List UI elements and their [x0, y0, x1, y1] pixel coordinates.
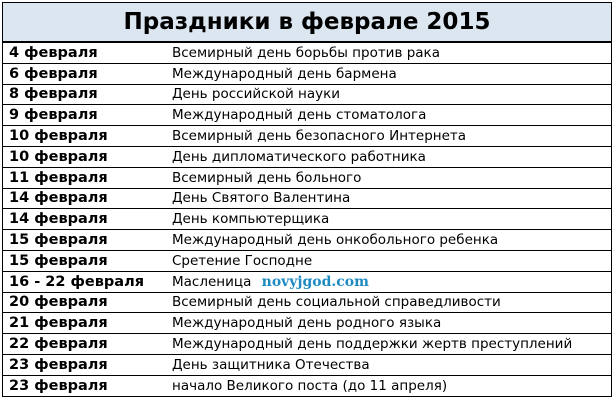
- holiday-name: День Святого Валентина: [172, 190, 351, 207]
- table-body: [3, 43, 611, 397]
- table-row: [3, 355, 611, 376]
- holiday-date: 14 февраля: [9, 211, 108, 228]
- table-row: [3, 85, 611, 106]
- holiday-date: 9 февраля: [9, 107, 98, 124]
- holiday-name: Всемирный день борьбы против рака: [172, 44, 440, 61]
- table-row: [3, 230, 611, 251]
- table-row: [3, 334, 611, 355]
- holiday-name-with-watermark: [167, 274, 611, 290]
- holiday-name: Всемирный день больного: [172, 169, 362, 186]
- table-row: [3, 251, 611, 272]
- table-row: [3, 147, 611, 168]
- holiday-date: 6 февраля: [9, 65, 98, 82]
- holiday-date: 15 февраля: [9, 252, 108, 269]
- table-row: [3, 376, 611, 397]
- table-row: [3, 168, 611, 189]
- holiday-date: 15 февраля: [9, 232, 108, 249]
- holiday-date: 11 февраля: [9, 169, 108, 186]
- holiday-date: 10 февраля: [9, 148, 108, 165]
- holiday-date: 23 февраля: [9, 378, 108, 395]
- holiday-name: Всемирный день социальной справедливости: [172, 294, 501, 311]
- table-row: [3, 64, 611, 85]
- holiday-name: Сретение Господне: [172, 252, 313, 269]
- table-row: [3, 105, 611, 126]
- table-row: [3, 43, 611, 64]
- table-row: [3, 313, 611, 334]
- holiday-name: Международный день бармена: [172, 65, 397, 82]
- holiday-table: [2, 2, 612, 397]
- holiday-name: Международный день поддержки жертв преступлений: [172, 336, 573, 353]
- holiday-date: 10 февраля: [9, 128, 108, 145]
- table-row: [3, 272, 611, 293]
- holiday-name: Международный день родного языка: [172, 315, 442, 332]
- table-row: [3, 126, 611, 147]
- holiday-name: День защитника Отечества: [172, 356, 370, 373]
- site-watermark: novyjgod.com: [261, 273, 369, 290]
- holiday-date: 4 февраля: [9, 44, 98, 61]
- holiday-date: 8 февраля: [9, 86, 98, 103]
- holiday-name: День российской науки: [172, 86, 341, 103]
- table-row: [3, 293, 611, 314]
- holiday-name: Масленица: [172, 273, 252, 290]
- holiday-date: 16 - 22 февраля: [9, 273, 145, 290]
- holiday-date: 14 февраля: [9, 190, 108, 207]
- holiday-name: Всемирный день безопасного Интернета: [172, 128, 467, 145]
- holiday-name: День компьютерщика: [172, 211, 330, 228]
- holiday-name: Международный день онкобольного ребенка: [172, 232, 499, 249]
- holiday-date: 20 февраля: [9, 294, 108, 311]
- table-row: [3, 209, 611, 230]
- page-title: Праздники в феврале 2015: [3, 3, 611, 43]
- holiday-date: 23 февраля: [9, 356, 108, 373]
- holiday-date: 22 февраля: [9, 336, 108, 353]
- holiday-name: День дипломатического работника: [172, 148, 426, 165]
- table-row: [3, 189, 611, 210]
- holiday-date: 21 февраля: [9, 315, 108, 332]
- holiday-name: начало Великого поста (до 11 апреля): [172, 378, 448, 395]
- holiday-name: Международный день стоматолога: [172, 107, 427, 124]
